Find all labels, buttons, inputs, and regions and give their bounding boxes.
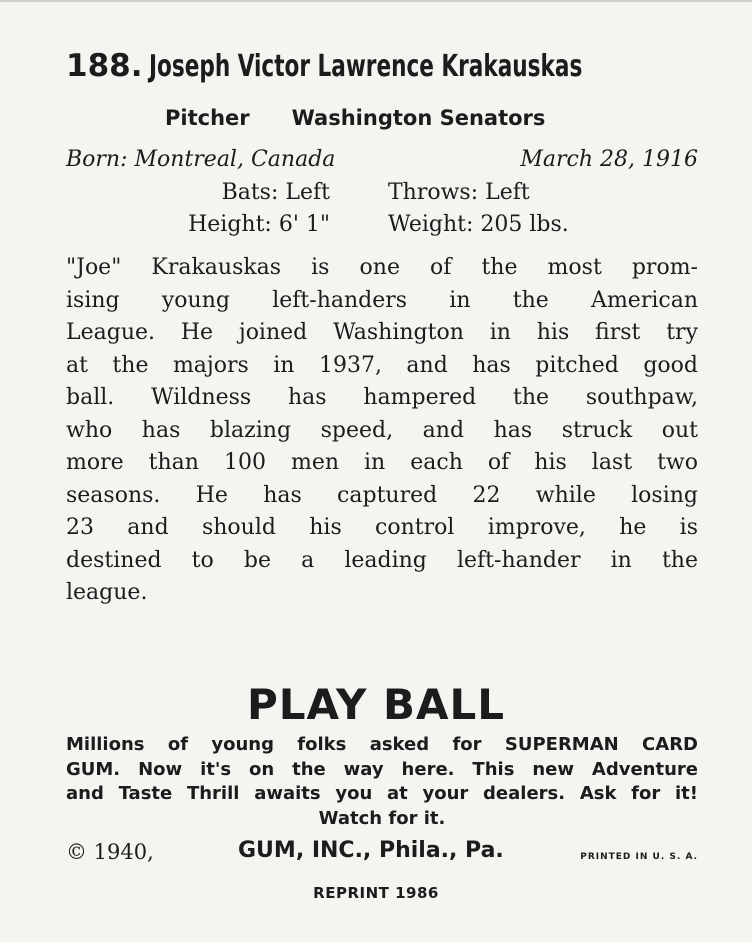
player-bio — [66, 252, 698, 610]
height: Height: 6' 1" — [188, 212, 330, 237]
promo-line: GUM. Now it's on the way here. This new Adventure — [66, 758, 698, 780]
throws: Throws: Left — [388, 180, 530, 205]
bats: Bats: Left — [221, 180, 330, 205]
weight: Weight: 205 lbs. — [388, 212, 569, 237]
birthplace: Born: Montreal, Canada — [66, 147, 336, 172]
promo-line: and Taste Thrill awaits you at your dealers. Ask for it! — [66, 783, 698, 804]
bio-line: 23 and should his control improve, he is — [66, 515, 698, 540]
promo-line: Millions of young folks asked for SUPERMAN CARD — [66, 734, 698, 755]
bio-line: more than 100 men in each of his last two — [66, 450, 698, 475]
copyright-row — [66, 838, 698, 868]
bio-line: league. — [66, 580, 148, 605]
player-team: Washington Senators — [291, 106, 546, 130]
copyright: © 1940, — [66, 840, 154, 864]
birth-date: March 28, 1916 — [520, 147, 698, 172]
bio-line: ising young left-handers in the American — [66, 287, 698, 313]
bio-line: at the majors in 1937, and has pitched good — [66, 352, 698, 378]
player-position: Pitcher — [165, 106, 250, 130]
position-team-line — [165, 106, 545, 130]
bio-line: seasons. He has captured 22 while losing — [66, 482, 698, 508]
play-ball-title: PLAY BALL — [246, 680, 506, 729]
reprint-note: REPRINT 1986 — [313, 884, 439, 902]
promo-line: Watch for it. — [318, 807, 446, 829]
bio-line: who has blazing speed, and has struck out — [66, 417, 698, 443]
promo-text — [66, 733, 698, 831]
bio-line: destined to be a leading left-hander in the — [66, 547, 698, 573]
bio-line: ball. Wildness has hampered the southpaw, — [66, 385, 698, 410]
publisher: GUM, INC., Phila., Pa. — [238, 838, 504, 863]
bio-line: League. He joined Washington in his first try — [66, 320, 698, 345]
player-name: Joseph Victor Lawrence Krakauskas — [148, 49, 582, 84]
printed-in-usa: PRINTED IN U. S. A. — [580, 852, 698, 862]
card-number: 188. — [66, 48, 143, 84]
born-line — [66, 147, 698, 172]
card-heading — [66, 48, 690, 84]
bio-line: "Joe" Krakauskas is one of the most prom- — [66, 255, 698, 280]
